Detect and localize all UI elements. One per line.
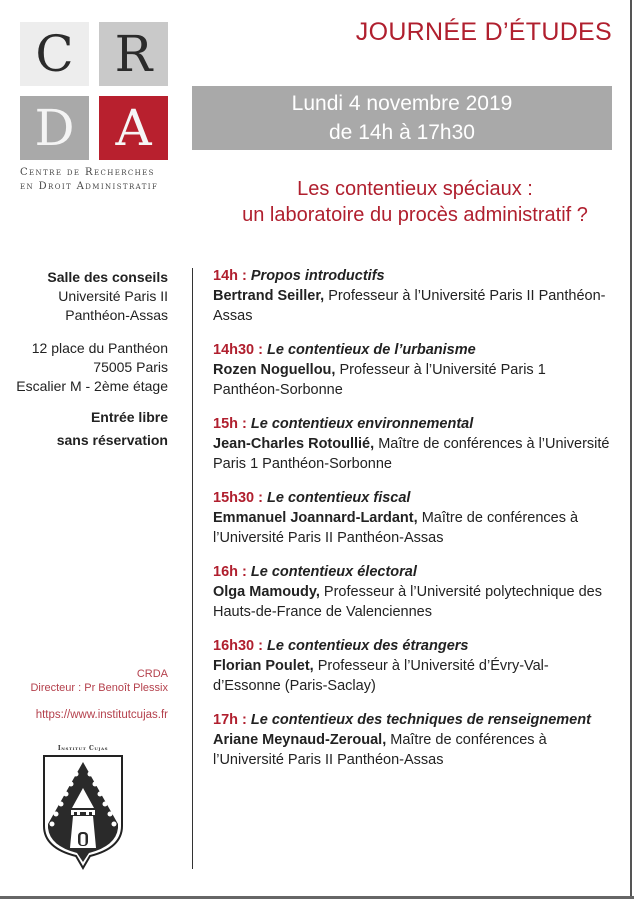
session-speaker: Ariane Meynaud-Zeroual, [213, 732, 387, 748]
entry-line1: Entrée libre [90, 409, 168, 425]
session-affiliation: Maître de conférences à l’Université Paris 1 Panthéon-Sorbonne [213, 436, 610, 472]
title-line2: un laboratoire du procès administratif ? [242, 204, 588, 226]
logo-letter-a: A [99, 96, 168, 160]
logo-letter-d: D [20, 96, 89, 160]
program-item [213, 414, 613, 474]
session-time: 14h30 : [213, 342, 263, 358]
session-affiliation: Professeur à l’Université Paris II Panthéon-Assas [213, 288, 606, 324]
entry-line2: sans réservation [56, 432, 168, 448]
session-speaker: Rozen Noguellou, [213, 362, 336, 378]
session-topic: Le contentieux des techniques de renseignement [250, 712, 591, 728]
session-time: 16h : [213, 564, 247, 580]
program-list [213, 266, 613, 784]
program-item [213, 266, 613, 326]
session-time: 16h30 : [213, 638, 263, 654]
program-item [213, 710, 613, 770]
program-item [213, 488, 613, 548]
program-item [213, 562, 613, 622]
column-divider [192, 268, 193, 869]
logo-letter-c: C [20, 22, 89, 86]
credits-director: Directeur : Pr Benoît Plessix [30, 682, 168, 694]
venue-university-line2: Panthéon-Assas [65, 307, 168, 323]
crest-label: Institut Cujas [57, 745, 109, 752]
event-title [195, 176, 634, 228]
session-speaker: Emmanuel Joannard-Lardant, [213, 510, 418, 526]
event-kind-heading: JOURNÉE D’ÉTUDES [355, 18, 612, 46]
session-speaker: Olga Mamoudy, [213, 584, 320, 600]
session-topic: Propos introductifs [250, 268, 385, 284]
session-time: 14h : [213, 268, 247, 284]
logo-caption [20, 166, 170, 194]
institut-cujas-crest [38, 745, 128, 874]
session-topic: Le contentieux électoral [250, 564, 417, 580]
program-item [213, 636, 613, 696]
venue-address-line3: Escalier M - 2ème étage [16, 378, 168, 394]
session-time: 17h : [213, 712, 247, 728]
title-line1: Les contentieux spéciaux : [297, 178, 533, 200]
time-line: de 14h à 17h30 [329, 121, 475, 144]
page-border-right [630, 0, 632, 898]
session-topic: Le contentieux des étrangers [267, 638, 469, 654]
logo-caption-line1: Centre de Recherches [20, 167, 155, 178]
page-border-bottom [0, 896, 634, 899]
logo-caption-line2: en Droit Administratif [20, 181, 159, 192]
session-speaker: Bertrand Seiller, [213, 288, 325, 304]
session-affiliation: Professeur à l’Université Paris 1 Panthéon-Sorbonne [213, 362, 546, 398]
session-topic: Le contentieux de l’urbanisme [267, 342, 476, 358]
program-item [213, 340, 613, 400]
credits [0, 667, 168, 722]
session-affiliation: Professeur à l’Université d’Évry-Val-d’Essonne (Paris-Saclay) [213, 658, 549, 694]
venue-address-line1: 12 place du Panthéon [31, 340, 168, 356]
session-topic: Le contentieux fiscal [267, 490, 411, 506]
venue-info [0, 268, 168, 452]
session-speaker: Jean-Charles Rotoullié, [213, 436, 375, 452]
session-time: 15h30 : [213, 490, 263, 506]
venue-room: Salle des conseils [47, 269, 168, 285]
institute-link[interactable]: https://www.institutcujas.fr [35, 709, 168, 721]
date-line: Lundi 4 novembre 2019 [291, 92, 513, 115]
session-affiliation: Maître de conférences à l’Université Paris II Panthéon-Assas [213, 510, 579, 546]
session-affiliation: Professeur à l’Université polytechnique des Hauts-de-France de Valenciennes [213, 584, 602, 620]
shield-icon [38, 752, 128, 870]
session-time: 15h : [213, 416, 247, 432]
venue-address-line2: 75005 Paris [93, 359, 168, 375]
logo-letter-r: R [99, 22, 168, 86]
credits-org: CRDA [136, 668, 168, 680]
venue-university-line1: Université Paris II [58, 288, 168, 304]
session-affiliation: Maître de conférences à l’Université Paris II Panthéon-Assas [213, 732, 547, 768]
session-topic: Le contentieux environnemental [250, 416, 474, 432]
crda-logo [20, 22, 170, 194]
session-speaker: Florian Poulet, [213, 658, 314, 674]
date-banner [192, 86, 612, 150]
